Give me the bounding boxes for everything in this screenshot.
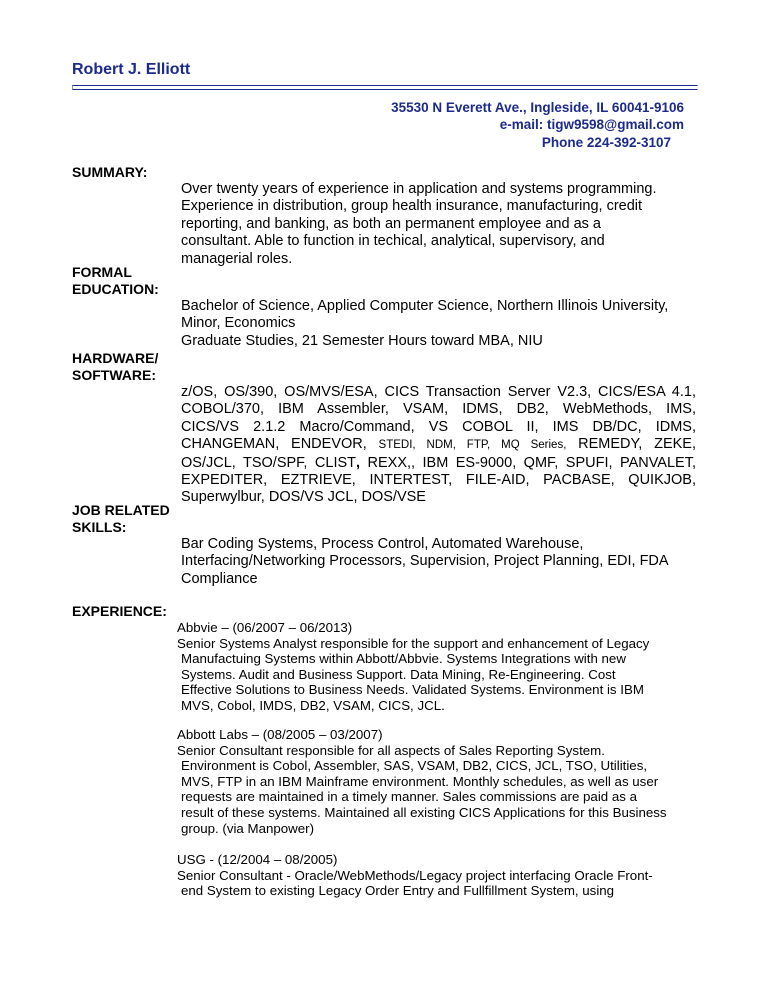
hardware-line <box>181 436 696 454</box>
skills-label <box>72 502 170 537</box>
job-line: Systems. Audit and Business Support. Data Mining, Re-Engineering. Cost <box>181 666 616 682</box>
hardware-line: EXPEDITER, EZTRIEVE, INTERTEST, FILE-AID, PACBASE, QUIKJOB, <box>181 472 696 489</box>
job-line: Manufactuing Systems within Abbott/Abbvie. Systems Integrations with new <box>181 651 626 667</box>
job-title: Abbvie – (06/2007 – 06/2013) <box>177 620 353 635</box>
hardware-label-line: HARDWARE/ <box>72 350 159 366</box>
job-line: requests are maintained in a timely manner. Sales commissions are paid as a <box>181 789 638 805</box>
hardware-label <box>72 350 158 385</box>
hardware-line <box>181 455 696 472</box>
skills-text <box>181 536 696 588</box>
summary-label: SUMMARY: <box>72 164 148 180</box>
contact-block <box>184 99 684 151</box>
skills-line: Interfacing/Networking Processors, Supervision, Project Planning, EDI, FDA <box>181 553 669 570</box>
hardware-segment: REMEDY, ZEKE, <box>578 436 696 453</box>
skills-line: Compliance <box>181 570 258 587</box>
hardware-segment-bold: , <box>356 454 361 471</box>
experience-label: EXPERIENCE: <box>72 603 167 619</box>
job-title: USG - (12/2004 – 08/2005) <box>177 852 338 867</box>
job-line: group. (via Manpower) <box>181 820 315 836</box>
hardware-line: COBOL/370, IBM Assembler, VSAM, IDMS, DB2, WebMethods, IMS, <box>181 401 696 418</box>
job-title: Abbott Labs – (08/2005 – 03/2007) <box>177 727 383 742</box>
hardware-line: CICS/VS 2.1.2 Macro/Command, VS COBOL II, IMS DB/DC, IDMS, <box>181 418 696 435</box>
education-label <box>72 264 159 299</box>
education-line: Bachelor of Science, Applied Computer Science, Northern Illinois University, <box>181 298 669 314</box>
hardware-segment: REXX,, IBM ES-9000, QMF, SPUFI, PANVALET, <box>360 454 696 471</box>
job-entry <box>177 727 697 836</box>
skills-label-line: JOB RELATED <box>72 502 170 518</box>
summary-text <box>181 181 696 268</box>
header-rule <box>72 85 698 90</box>
education-line: Graduate Studies, 21 Semester Hours toward MBA, NIU <box>181 332 543 349</box>
education-label-line: EDUCATION: <box>72 281 159 298</box>
hardware-segment: OS/JCL, TSO/SPF, CLIST <box>181 454 357 471</box>
education-label-line: FORMAL <box>72 264 132 280</box>
job-line: Senior Systems Analyst responsible for the support and enhancement of Legacy <box>177 635 650 651</box>
phone: Phone 224-392-3107 <box>541 134 671 150</box>
job-line: Senior Consultant - Oracle/WebMethods/Legacy project interfacing Oracle Front- <box>177 867 653 883</box>
job-line: Senior Consultant responsible for all aspects of Sales Reporting System. <box>177 742 605 758</box>
job-line: MVS, FTP in an IBM Mainframe environment. Monthly schedules, as well as user <box>181 773 659 789</box>
job-entry <box>177 852 697 899</box>
education-text <box>181 298 696 350</box>
hardware-segment-small: STEDI, NDM, FTP, MQ Series, <box>378 439 567 452</box>
hardware-text <box>181 384 696 507</box>
job-entry <box>177 620 697 714</box>
hardware-label-line: SOFTWARE: <box>72 367 156 384</box>
education-line: Minor, Economics <box>181 315 296 332</box>
hardware-segment: CHANGEMAN, ENDEVOR, <box>181 436 367 453</box>
resume-name: Robert J. Elliott <box>72 61 191 78</box>
hardware-line: Superwylbur, DOS/VS JCL, DOS/VSE <box>181 489 426 506</box>
summary-line: Experience in distribution, group health insurance, manufacturing, credit <box>181 198 643 215</box>
job-line: Environment is Cobol, Assembler, SAS, VSAM, DB2, CICS, JCL, TSO, Utilities, <box>181 758 648 774</box>
job-line: end System to existing Legacy Order Entry and Fullfillment System, using <box>181 883 615 899</box>
summary-line: Over twenty years of experience in application and systems programming. <box>181 181 657 197</box>
address: 35530 N Everett Ave., Ingleside, IL 60041-9106 <box>391 100 684 115</box>
summary-line: consultant. Able to function in techical, analytical, supervisory, and <box>181 233 605 250</box>
email: e-mail: tigw9598@gmail.com <box>499 117 684 133</box>
skills-label-line: SKILLS: <box>72 519 127 536</box>
hardware-line: z/OS, OS/390, OS/MVS/ESA, CICS Transaction Server V2.3, CICS/ESA 4.1, <box>181 384 696 400</box>
job-line: MVS, Cobol, IMDS, DB2, VSAM, CICS, JCL. <box>181 697 445 713</box>
summary-line: reporting, and banking, as both an permanent employee and as a <box>181 215 601 232</box>
job-line: result of these systems. Maintained all existing CICS Applications for this Business <box>181 804 667 820</box>
skills-line: Bar Coding Systems, Process Control, Automated Warehouse, <box>181 536 584 552</box>
summary-line: managerial roles. <box>181 250 293 267</box>
job-line: Effective Solutions to Business Needs. Validated Systems. Environment is IBM <box>181 682 644 698</box>
